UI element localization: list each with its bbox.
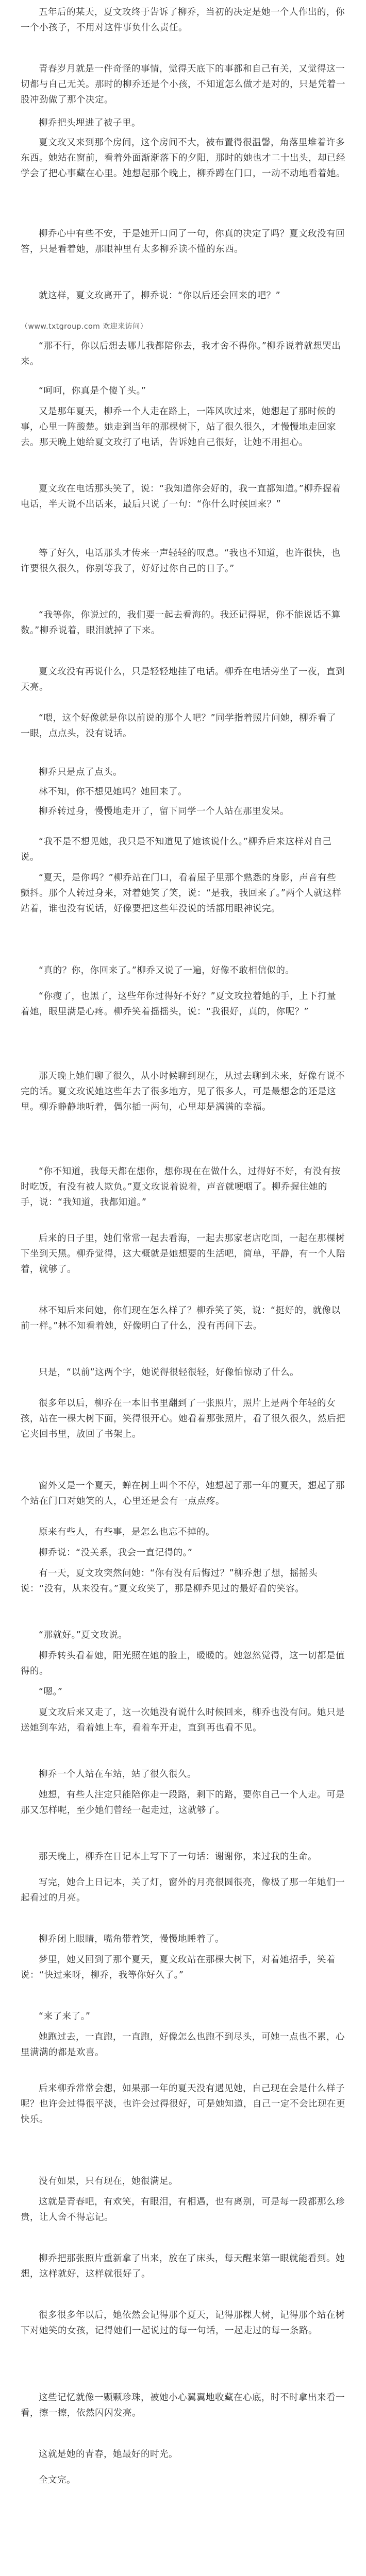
body-paragraph: 有一天，夏文玫突然问她：“你有没有后悔过？”柳乔想了想，摇摇头说：“没有，从来没有。”夏文玫笑了，那是柳乔见过的最好看的笑容。 (21, 1568, 318, 1594)
body-paragraph: 没有如果，只有现在，她很满足。 (39, 2176, 178, 2187)
body-paragraph: 她想，有些人注定只能陪你走一段路，剩下的路，要你自己一个人走。可是那又怎样呢，至少她们曾经一起走过，这就够了。 (21, 1790, 345, 1816)
body-paragraph: 全文完。 (39, 2475, 76, 2485)
body-paragraph: 这些记忆就像一颗颗珍珠，被她小心翼翼地收藏在心底，时不时拿出来看一看，擦一擦，依然闪闪发亮。 (21, 2393, 345, 2418)
body-paragraph: “夏天，是你吗？”柳乔站在门口，看着屋子里那个熟悉的身影，声音有些颤抖。那个人转过身来，对着她笑了笑，说：“是我，我回来了。”两个人就这样站着，谁也没有说话，好像要把这些年没说的话都用眼神说完。 (21, 873, 342, 914)
body-paragraph: 夏文玫又来到那个房间，这个房间不大，被布置得很温馨，角落里堆着许多东西。她站在窗前，看着外面渐渐落下的夕阳，那时的她也才二十出头，却已经学会了把心事藏在心里。她想起那个晚上，柳乔蹲在门口，一动不动地看着她。 (21, 138, 345, 179)
body-paragraph: “嗯。” (39, 1687, 63, 1697)
body-paragraph: 这就是她的青春，她最好的时光。 (39, 2449, 178, 2460)
body-paragraph: “真的？你，你回来了。”柳乔又说了一遍，好像不敢相信似的。 (39, 965, 295, 976)
body-paragraph: 柳乔把那张照片重新拿了出来，放在了床头，每天醒来第一眼就能看到。她想，这样就好，这样就很好了。 (21, 2253, 345, 2279)
body-paragraph: 柳乔心中有些不安，于是她开口问了一句，你真的决定了吗？夏文玫没有回答，只是看着她，那眼神里有太多柳乔读不懂的东西。 (21, 229, 345, 255)
body-paragraph: 等了好久，电话那头才传来一声轻轻的叹息。“我也不知道，也许很快，也许要很久很久，你别等我了，好好过你自己的日子。” (21, 548, 341, 574)
body-paragraph: 那天晚上她们聊了很久，从小时候聊到现在，从过去聊到未来，好像有说不完的话。夏文玫说她这些年去了很多地方，见了很多人，可是最想念的还是这里。柳乔静静地听着，偶尔插一两句，心里却是满满的幸福。 (21, 1071, 345, 1112)
body-paragraph: “那就好。”夏文玫说。 (39, 1630, 128, 1640)
body-paragraph: 只是，“以前”这两个字，她说得很轻很轻，好像怕惊动了什么。 (39, 1367, 300, 1378)
body-paragraph: 青春岁月就是一件奇怪的事情，觉得天底下的事都和自己有关，又觉得这一切都与自己无关。那时的柳乔还是个小孩，不知道怎么做才是对的，只是凭着一股冲劲做了那个决定。 (21, 64, 345, 105)
body-paragraph: 这就是青春吧，有欢笑，有眼泪，有相遇，也有离别，可是每一段都那么珍贵，让人舍不得忘记。 (21, 2197, 345, 2223)
body-paragraph: 夏文玫后来又走了，这一次她没有说什么时候回来，柳乔也没有问。她只是送她到车站，看着她上车，看着车开走，直到再也看不见。 (21, 1707, 345, 1733)
body-paragraph: “来了来了。” (39, 2011, 91, 2022)
body-paragraph: 五年后的某天，夏文玫终于告诉了柳乔，当初的决定是她一个人作出的，你一个小孩子，不用对这件事负什么责任。 (21, 7, 345, 33)
body-paragraph: 林不知，你不想见她吗？她回来了。 (39, 787, 187, 797)
body-paragraph: 窗外又是一个夏天，蝉在树上叫个不停，她想起了那一年的夏天，想起了那个站在门口对她笑的人，心里还是会有一点点疼。 (21, 1481, 345, 1506)
body-paragraph: 夏文玫没有再说什么，只是轻轻地挂了电话。柳乔在电话旁坐了一夜，直到天亮。 (21, 667, 345, 692)
body-paragraph: “呵呵，你真是个傻丫头。” (39, 386, 146, 396)
body-paragraph: 后来柳乔常常会想，如果那一年的夏天没有遇见她，自己现在会是什么样子呢？也许会过得很平淡，也许会过得很好，可是她知道，自己一定不会比现在更快乐。 (21, 2083, 345, 2125)
body-paragraph: 又是那年夏天，柳乔一个人走在路上，一阵风吹过来，她想起了那时候的事，心里一阵酸楚。她走到当年的那棵树下，站了很久很久，才慢慢地走回家去。那天晚上她给夏文玫打了电话，告诉她自己很好，让她不用担心。 (21, 406, 336, 448)
watermark-text: （www.txtgroup.com 欢迎来访问） (21, 323, 148, 331)
body-paragraph: “那不行，你以后想去哪儿我都陪你去，我才舍不得你。”柳乔说着就想哭出来。 (21, 341, 341, 367)
body-paragraph: “我等你，你说过的，我们要一起去看海的。我还记得呢，你不能说话不算数。”柳乔说着，眼泪就掉了下来。 (21, 610, 341, 636)
body-paragraph: 梦里，她又回到了那个夏天，夏文玫站在那棵大树下，对着她招手，笑着说：“快过来呀，柳乔，我等你好久了。” (21, 1955, 336, 1980)
body-paragraph: 很多很多年以后，她依然会记得那个夏天，记得那棵大树，记得那个站在树下对她笑的女孩，记得她们一起说过的每一句话，一起走过的每一条路。 (21, 2310, 345, 2336)
body-paragraph: 夏文玫在电话那头笑了，说：“我知道你会好的，我一直都知道。”柳乔握着电话，半天说不出话来，最后只说了一句：“你什么时候回来？” (21, 484, 341, 510)
body-paragraph: 柳乔一个人站在车站，站了很久很久。 (39, 1769, 196, 1780)
body-paragraph: 很多年以后，柳乔在一本旧书里翻到了一张照片，照片上是两个年轻的女孩，站在一棵大树下面，笑得很开心。她看着那张照片，看了很久很久，然后把它夹回书里，放回了书架上。 (21, 1398, 345, 1439)
body-paragraph: 柳乔闭上眼睛，嘴角带着笑，慢慢地睡着了。 (39, 1934, 224, 1944)
body-paragraph: 她跑过去，一直跑，一直跑，好像怎么也跑不到尽头，可她一点也不累，心里满满的都是欢喜。 (21, 2032, 345, 2058)
body-paragraph: 柳乔说：“没关系，我会一直记得的。” (39, 1548, 193, 1558)
body-paragraph: “你瘦了，也黑了，这些年你过得好不好？”夏文玫拉着她的手，上下打量着她，眼里满是心疼。柳乔笑着摇摇头，说：“我很好，真的，你呢？” (21, 991, 337, 1017)
body-paragraph: “我不是不想见她，我只是不知道见了她该说什么。”柳乔后来这样对自己说。 (21, 837, 332, 862)
body-paragraph: 那天晚上，柳乔在日记本上写下了一句话：谢谢你，来过我的生命。 (39, 1852, 317, 1862)
body-paragraph: 原来有些人，有些事，是怎么也忘不掉的。 (39, 1527, 215, 1537)
body-paragraph: 柳乔把头埋进了被子里。 (39, 118, 141, 128)
body-paragraph: 写完，她合上日记本，关了灯，窗外的月亮很圆很亮，像极了那一年她们一起看过的月亮。 (21, 1877, 345, 1903)
body-paragraph: 林不知后来问她，你们现在怎么样了？柳乔笑了笑，说：“挺好的，就像以前一样。”林不知看着她，好像明白了什么，没有再问下去。 (21, 1306, 341, 1331)
body-paragraph: 柳乔只是点了点头。 (39, 767, 122, 777)
body-paragraph: 就这样，夏文玫离开了，柳乔说：“你以后还会回来的吧？” (39, 291, 281, 301)
body-paragraph: “喂，这个好像就是你以前说的那个人吧？”同学指着照片问她，柳乔看了一眼，点点头，没有说话。 (21, 713, 337, 739)
body-paragraph: 柳乔转头看着她，阳光照在她的脸上，暖暖的。她忽然觉得，这一切都是值得的。 (21, 1651, 345, 1676)
body-paragraph: 后来的日子里，她们常常一起去看海，一起去那家老店吃面，一起在那棵树下坐到天黑。柳乔觉得，这大概就是她想要的生活吧，简单，平静，有一个人陪着，就够了。 (21, 1233, 345, 1275)
body-paragraph: “你不知道，我每天都在想你，想你现在在做什么，过得好不好，有没有按时吃饭，有没有被人欺负。”夏文玫说着说着，声音就哽咽了。柳乔握住她的手，说：“我知道，我都知道。” (21, 1166, 341, 1208)
body-paragraph: 柳乔转过身，慢慢地走开了，留下同学一个人站在那里发呆。 (39, 806, 289, 817)
